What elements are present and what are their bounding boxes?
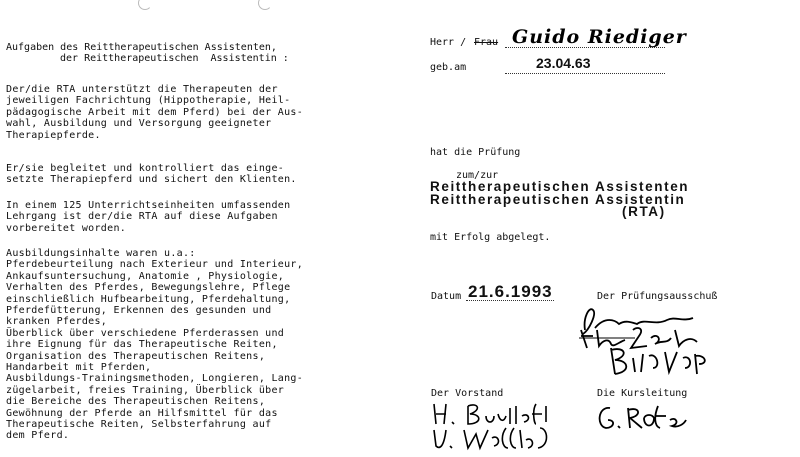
title-line-3: (RTA) [622, 204, 666, 219]
zum-zur: zum/zur [456, 170, 499, 181]
text-line: Therapiepferde. [6, 129, 101, 141]
erfolg-text: mit Erfolg abgelegt. [430, 232, 551, 243]
text-line: Ankaufsuntersuchung, Anatomie , Physiologie, [6, 270, 285, 282]
signature-board-2 [428, 424, 558, 452]
text-line: Gewöhnung der Pferde an Hilfsmittel für das [6, 407, 278, 419]
punch-hole-left [138, 0, 152, 10]
title-line-1: Reittherapeutischen Assistenten [430, 179, 690, 194]
heading-line-1: Aufgaben des Reittherapeutischen Assistenten, [6, 42, 277, 53]
text-line: zügelarbeit, freies Training, Überblick über [6, 384, 285, 396]
dob-handwritten: 23.04.63 [536, 55, 591, 71]
text-line: kranken Pferdes, [6, 316, 108, 328]
punch-hole-right [258, 0, 272, 10]
text-line: Ausbildungs-Trainingsmethoden, Longieren, Lang- [6, 373, 304, 385]
geb-label: geb.am [430, 62, 467, 73]
frau-label: Frau [474, 37, 499, 48]
text-line: Der/die RTA unterstützt die Therapeuten der [6, 84, 278, 95]
text-line: Überblick über verschiedene Pferderassen und [6, 327, 285, 339]
text-line: Pferdefütterung, Erkennen des gesunden und [6, 305, 272, 316]
text-line: Pferdebeurteilung nach Exterieur und Interieur, [6, 259, 304, 271]
text-line: Therapeutische Reiten, Selbsterfahrung auf [6, 419, 272, 430]
dob-line [505, 73, 665, 74]
pruefung-text: hat die Prüfung [430, 147, 521, 158]
text-line: Organisation des Therapeutischen Reitens, [6, 350, 266, 362]
text-line: ihre Eignung für das Therapeutische Reiten, [6, 339, 278, 351]
heading-line-2: der Reittherapeutischen Assistentin : [60, 53, 289, 64]
signature-committee-3 [605, 344, 725, 378]
text-line: einschließlich Hufbearbeitung, Pferdehaltung, [6, 293, 291, 305]
kursleitung-label: Die Kursleitung [597, 388, 688, 399]
datum-value: 21.6.1993 [468, 282, 553, 301]
text-line: Ausbildungsinhalte waren u.a.: [6, 248, 196, 259]
text-line: Lehrgang ist der/die RTA auf diese Aufgaben [6, 211, 278, 223]
text-line: setzte Therapiepferd und sichert den Klienten. [6, 174, 297, 186]
text-line: Handarbeit mit Pferden, [6, 362, 152, 373]
text-line: die Bereiche des Therapeutischen Reitens, [6, 396, 266, 408]
text-line: Er/sie begleitet und kontrolliert das einge- [6, 163, 285, 174]
text-line: dem Pferd. [6, 430, 70, 442]
pruefungsausschuss-label: Der Prüfungsausschuß [597, 291, 718, 302]
title-line-2: Reittherapeutischen Assistentin [430, 192, 686, 207]
text-line: wahl, Ausbildung und Versorgung geeigneter [6, 118, 272, 130]
text-line: In einem 125 Unterrichtseinheiten umfassenden [6, 200, 291, 211]
text-line: vorbereitet worden. [6, 222, 127, 234]
text-line: Verhalten des Pferdes, Bewegungslehre, Pflege [6, 282, 291, 294]
herr-label: Herr / [430, 37, 467, 48]
datum-label: Datum [431, 291, 462, 302]
text-line: jeweiligen Fachrichtung (Hippotherapie, Heil- [6, 95, 291, 107]
signature-course-lead [592, 402, 702, 432]
text-line: pädagogische Arbeit mit dem Pferd) bei der Aus- [6, 106, 304, 118]
name-handwritten: Guido Riediger [512, 26, 687, 48]
vorstand-label: Der Vorstand [431, 388, 504, 399]
